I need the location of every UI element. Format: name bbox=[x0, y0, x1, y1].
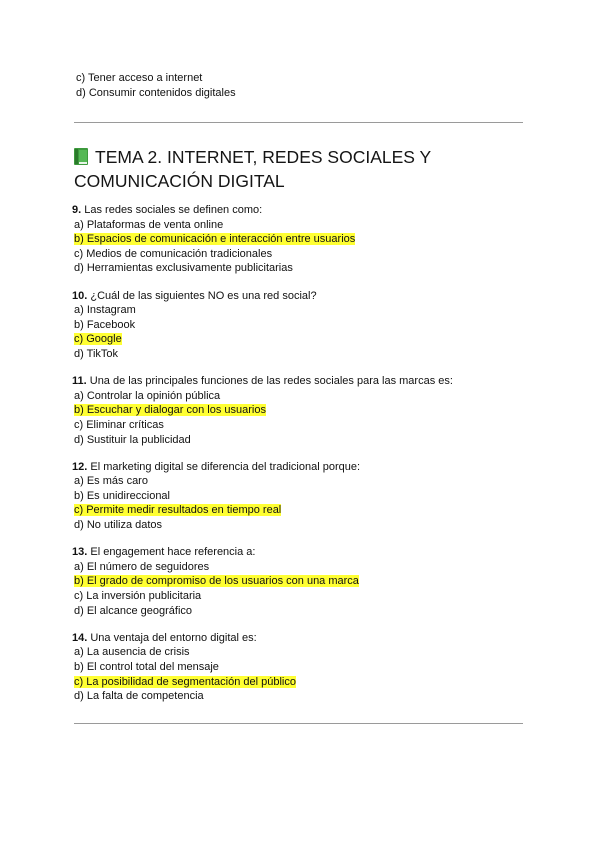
answer-option bbox=[72, 645, 522, 660]
question-number: 13. bbox=[72, 546, 88, 559]
answer-option-text: b) Escuchar y dialogar con los usuarios bbox=[74, 404, 266, 417]
answer-option bbox=[72, 560, 522, 575]
answer-option-text: b) El control total del mensaje bbox=[74, 661, 219, 673]
answer-option-text: b) Facebook bbox=[74, 318, 136, 331]
answer-option-text: a) La ausencia de crisis bbox=[74, 646, 190, 659]
divider-top bbox=[74, 122, 523, 123]
answer-option-text: d) El alcance geográfico bbox=[74, 604, 193, 617]
question-number: 12. bbox=[72, 460, 88, 473]
question-block bbox=[72, 631, 522, 704]
question-prompt: El engagement hace referencia a: bbox=[90, 546, 256, 559]
answer-option-text: a) El número de seguidores bbox=[74, 560, 210, 573]
question-block bbox=[72, 545, 522, 618]
question-number: 10. bbox=[72, 289, 88, 302]
question-text bbox=[72, 203, 522, 218]
question-text bbox=[72, 545, 522, 560]
question-block bbox=[72, 460, 522, 533]
answer-option bbox=[72, 474, 522, 489]
answer-option bbox=[72, 689, 522, 704]
section-title bbox=[74, 145, 514, 193]
option-d: d) Consumir contenidos digitales bbox=[76, 87, 236, 99]
answer-option-highlighted bbox=[72, 675, 522, 690]
question-text bbox=[72, 631, 522, 646]
question-number: 14. bbox=[72, 631, 88, 644]
question-number: 9. bbox=[72, 204, 82, 216]
answer-option-text: b) El grado de compromiso de los usuarios con una marca bbox=[74, 575, 359, 588]
question-list bbox=[72, 203, 522, 716]
question-number: 11. bbox=[72, 375, 87, 388]
answer-option-text: d) Sustituir la publicidad bbox=[74, 433, 191, 446]
question-prompt: Una de las principales funciones de las redes sociales para las marcas es: bbox=[89, 375, 453, 388]
section-title-text: TEMA 2. INTERNET, REDES SOCIALES Y COMUNICACIÓN DIGITAL bbox=[74, 147, 431, 191]
answer-option-text: b) Es unidireccional bbox=[74, 489, 170, 502]
answer-option bbox=[72, 518, 522, 533]
answer-option bbox=[72, 389, 522, 404]
green-book-icon bbox=[74, 148, 88, 165]
answer-option bbox=[72, 489, 522, 504]
answer-option bbox=[72, 433, 522, 448]
answer-option-text: c) Permite medir resultados en tiempo real bbox=[74, 504, 282, 517]
option-c: c) Tener acceso a internet bbox=[76, 72, 203, 84]
question-prompt: Las redes sociales se definen como: bbox=[84, 204, 263, 216]
question-block bbox=[72, 203, 522, 276]
question-prompt: ¿Cuál de las siguientes NO es una red social? bbox=[90, 289, 317, 302]
answer-option bbox=[72, 660, 522, 675]
answer-option-text: c) La posibilidad de segmentación del público bbox=[74, 675, 296, 688]
divider-bottom bbox=[74, 723, 523, 724]
answer-option bbox=[72, 303, 522, 318]
answer-option-highlighted bbox=[72, 232, 522, 247]
answer-option-highlighted bbox=[72, 403, 522, 418]
previous-question-options bbox=[74, 71, 236, 101]
question-text bbox=[72, 289, 522, 304]
answer-option-text: c) La inversión publicitaria bbox=[74, 590, 202, 603]
answer-option bbox=[72, 347, 522, 362]
answer-option-text: b) Espacios de comunicación e interacción entre usuarios bbox=[74, 233, 356, 246]
answer-option bbox=[72, 247, 522, 262]
answer-option-text: c) Google bbox=[74, 333, 122, 346]
answer-option bbox=[72, 418, 522, 433]
answer-option-text: c) Medios de comunicación tradicionales bbox=[74, 247, 273, 260]
answer-option-text: a) Plataformas de venta online bbox=[74, 218, 224, 231]
answer-option bbox=[72, 318, 522, 333]
question-block bbox=[72, 289, 522, 362]
answer-option-text: a) Es más caro bbox=[74, 475, 148, 488]
answer-option-text: a) Controlar la opinión pública bbox=[74, 389, 221, 402]
question-prompt: Una ventaja del entorno digital es: bbox=[90, 631, 257, 644]
answer-option bbox=[72, 604, 522, 619]
answer-option-highlighted bbox=[72, 503, 522, 518]
answer-option bbox=[72, 589, 522, 604]
question-text bbox=[72, 460, 522, 475]
answer-option-text: d) La falta de competencia bbox=[74, 690, 204, 703]
answer-option-highlighted bbox=[72, 574, 522, 589]
answer-option-highlighted bbox=[72, 332, 522, 347]
answer-option-text: d) TikTok bbox=[74, 347, 119, 360]
question-text bbox=[72, 374, 522, 389]
answer-option bbox=[72, 261, 522, 276]
question-prompt: El marketing digital se diferencia del tradicional porque: bbox=[90, 460, 361, 473]
answer-option-text: a) Instagram bbox=[74, 304, 136, 317]
answer-option bbox=[72, 218, 522, 233]
question-block bbox=[72, 374, 522, 447]
answer-option-text: d) Herramientas exclusivamente publicitarias bbox=[74, 262, 293, 275]
answer-option-text: d) No utiliza datos bbox=[74, 519, 163, 532]
answer-option-text: c) Eliminar críticas bbox=[74, 418, 164, 431]
